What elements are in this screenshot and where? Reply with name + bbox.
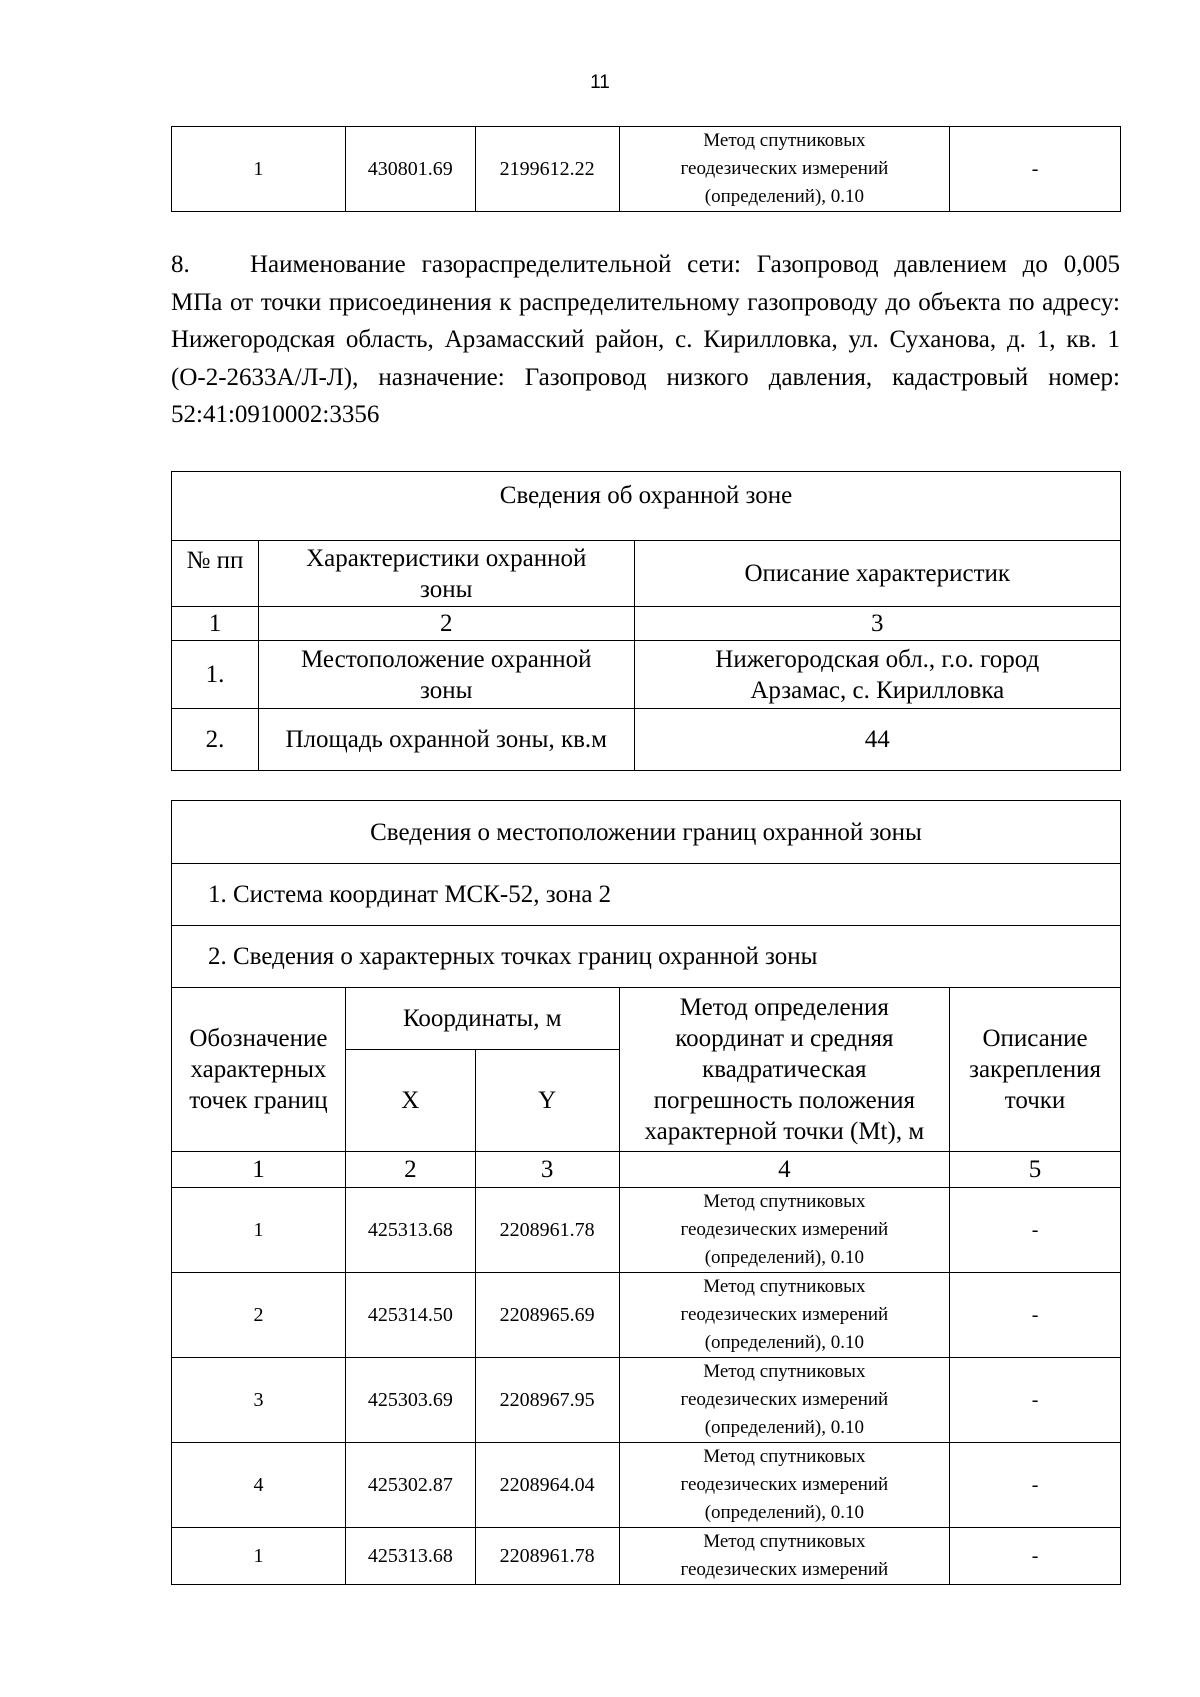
- method-cell: [619, 1273, 949, 1358]
- x-cell: 425303.69: [345, 1358, 475, 1443]
- index-cell: 2: [258, 607, 634, 641]
- index-cell: 1: [172, 607, 259, 641]
- index-cell: 3: [634, 607, 1120, 641]
- row-characteristic: [258, 641, 634, 709]
- method-line: Метод спутниковых: [703, 1276, 866, 1297]
- table-row: [172, 127, 1121, 212]
- header-line: Описание: [982, 1025, 1088, 1052]
- method-cell: [619, 1358, 949, 1443]
- index-row: [172, 1152, 1121, 1188]
- index-cell: 3: [475, 1152, 619, 1188]
- method-line: геодезических измерений: [680, 1304, 889, 1325]
- description-cell: -: [950, 1273, 1121, 1358]
- method-line: геодезических измерений: [680, 1219, 889, 1240]
- point-cell: 3: [172, 1358, 346, 1443]
- header-row: [172, 541, 1121, 607]
- header-line: зоны: [420, 575, 473, 603]
- method-line: Метод спутниковых: [703, 130, 866, 151]
- method-line: геодезических измерений: [680, 1474, 889, 1495]
- method-line: Метод спутниковых: [703, 1361, 866, 1382]
- y-cell: 2208964.04: [475, 1443, 619, 1528]
- index-cell: 1: [172, 1152, 346, 1188]
- paragraph-number: 8.: [171, 251, 190, 278]
- point-cell: 1: [172, 1528, 346, 1585]
- zone-boundaries-table: [171, 800, 1121, 1585]
- header-line: погрешность положения: [653, 1087, 916, 1114]
- x-cell: 425302.87: [345, 1443, 475, 1528]
- method-line: геодезических измерений: [680, 1389, 889, 1410]
- y-cell: 2208965.69: [475, 1273, 619, 1358]
- method-line: (определений), 0.10: [704, 1332, 864, 1353]
- row-characteristic: Площадь охранной зоны, кв.м: [258, 709, 634, 771]
- y-cell: 2208967.95: [475, 1358, 619, 1443]
- index-cell: 2: [345, 1152, 475, 1188]
- zone-table-title: Сведения об охранной зоне: [172, 472, 1121, 541]
- method-line: (определений), 0.10: [704, 1417, 864, 1438]
- description-cell: -: [950, 1528, 1121, 1585]
- header-designation: [172, 988, 346, 1152]
- y-cell: 2208961.78: [475, 1188, 619, 1273]
- header-coordinates: Координаты, м: [345, 988, 619, 1050]
- header-fixing: [950, 988, 1121, 1152]
- point-cell: 1: [172, 127, 346, 212]
- method-cell: [619, 1528, 949, 1585]
- protection-zone-table: [171, 471, 1121, 771]
- index-cell: 4: [619, 1152, 949, 1188]
- header-line: характерной точки (Mt), м: [644, 1118, 925, 1145]
- row-description: [634, 641, 1120, 709]
- x-cell: 425313.68: [345, 1188, 475, 1273]
- row-description: 44: [634, 709, 1120, 771]
- method-line: Метод спутниковых: [703, 1191, 866, 1212]
- row-line: Арзамас, с. Кирилловка: [750, 676, 1005, 704]
- header-description: Описание характеристик: [634, 541, 1120, 607]
- page-number: 11: [590, 72, 610, 93]
- coordinates-continuation-table: [171, 126, 1121, 212]
- y-cell: 2208961.78: [475, 1528, 619, 1585]
- table-row: [172, 709, 1121, 771]
- table-row: [172, 1188, 1121, 1273]
- header-method: [619, 988, 949, 1152]
- bounds-table-title: Сведения о местоположении границ охранной зоны: [172, 801, 1121, 864]
- header-line: квадратическая: [702, 1056, 867, 1083]
- method-line: (определений), 0.10: [704, 186, 865, 207]
- method-line: Метод спутниковых: [703, 1446, 866, 1467]
- header-line: характерных: [190, 1056, 327, 1083]
- network-description-paragraph: [171, 246, 1120, 434]
- method-cell: [619, 1188, 949, 1273]
- header-line: точек границ: [189, 1087, 328, 1114]
- point-cell: 4: [172, 1443, 346, 1528]
- x-cell: 425314.50: [345, 1273, 475, 1358]
- header-line: закрепления: [969, 1056, 1101, 1083]
- row-num: 1.: [172, 641, 259, 709]
- x-cell: 425313.68: [345, 1528, 475, 1585]
- description-cell: -: [950, 1188, 1121, 1273]
- point-cell: 2: [172, 1273, 346, 1358]
- method-line: (определений), 0.10: [704, 1247, 864, 1268]
- method-line: геодезических измерений: [680, 158, 889, 179]
- points-title: 2. Сведения о характерных точках границ охранной зоны: [172, 926, 1121, 988]
- header-line: Характеристики охранной: [306, 544, 587, 572]
- header-line: Метод определения: [679, 994, 889, 1021]
- row-line: Нижегородская обл., г.о. город: [715, 645, 1040, 673]
- row-line: Местоположение охранной: [300, 645, 592, 673]
- index-row: [172, 607, 1121, 641]
- description-cell: -: [950, 127, 1121, 212]
- header-line: точки: [1004, 1087, 1066, 1114]
- description-cell: -: [950, 1443, 1121, 1528]
- y-cell: 2199612.22: [475, 127, 619, 212]
- method-line: Метод спутниковых: [703, 1531, 866, 1552]
- header-y: Y: [475, 1050, 619, 1152]
- header-row: [172, 988, 1121, 1050]
- method-cell: [619, 127, 950, 212]
- paragraph-text: Наименование газораспределительной сети: Газопровод давлением до 0,005 МПа от точки присоединения к распределительному газопроводу до объекта по адресу: Нижегородская область, Арзамасский район, с. Кирилловка, ул. Суханова, д. 1, кв. 1 (О-2-2633А/Л-Л), назначение: Газопровод низкого давления, кадастровый номер: 52:41:0910002:3356: [171, 251, 1120, 428]
- index-cell: 5: [950, 1152, 1121, 1188]
- method-line: (определений), 0.10: [704, 1502, 864, 1523]
- table-row: [172, 1273, 1121, 1358]
- header-num: № пп: [172, 541, 259, 607]
- method-cell: [619, 1443, 949, 1528]
- x-cell: 430801.69: [345, 127, 475, 212]
- header-characteristics: [258, 541, 634, 607]
- header-line: Обозначение: [189, 1025, 328, 1052]
- table-row: [172, 641, 1121, 709]
- row-line: зоны: [420, 676, 473, 704]
- point-cell: 1: [172, 1188, 346, 1273]
- table-row: [172, 1358, 1121, 1443]
- description-cell: -: [950, 1358, 1121, 1443]
- method-line: геодезических измерений: [680, 1559, 889, 1580]
- row-num: 2.: [172, 709, 259, 771]
- table-row: [172, 1528, 1121, 1585]
- header-line: координат и средняя: [675, 1025, 894, 1052]
- coordinate-system: 1. Система координат МСК-52, зона 2: [172, 864, 1121, 926]
- table-row: [172, 1443, 1121, 1528]
- header-x: X: [345, 1050, 475, 1152]
